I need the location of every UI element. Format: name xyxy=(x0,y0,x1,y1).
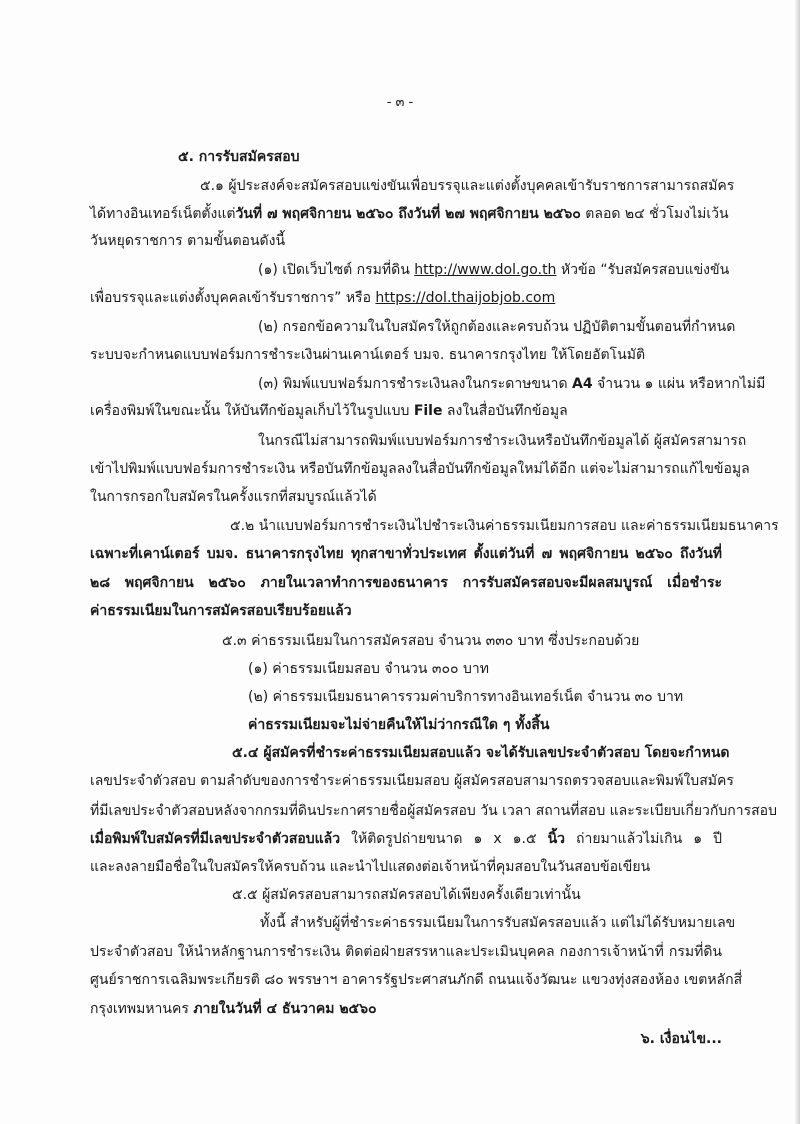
text-segment: ๖. เงื่อนไข... xyxy=(640,1031,722,1047)
url-link[interactable]: http://www.dol.go.th xyxy=(414,262,557,278)
text-line xyxy=(232,881,722,909)
text-line xyxy=(258,370,766,398)
text-line xyxy=(230,512,779,540)
text-line xyxy=(248,711,722,739)
section-heading xyxy=(178,143,722,171)
text-segment: - ๓ - xyxy=(386,95,414,110)
text-segment: จำนวน ๑ แผ่น หรือหากไม่มี xyxy=(592,376,766,392)
text-line xyxy=(90,341,722,369)
text-line xyxy=(258,256,730,284)
text-line xyxy=(222,627,722,655)
text-line xyxy=(90,569,722,597)
text-segment: กรุงเทพมหานคร xyxy=(90,1001,194,1017)
text-segment: (๒) ค่าธรรมเนียมธนาคารรวมค่าบริการทางอินเทอร์เน็ต จำนวน ๓๐ บาท xyxy=(248,689,684,705)
text-segment: เมื่อพิมพ์ใบสมัครที่มีเลขประจำตัวสอบแล้ว xyxy=(90,831,341,847)
text-segment: ๕. การรับสมัครสอบ xyxy=(178,149,300,165)
text-segment: ๕.๔ ผู้สมัครที่ชำระค่าธรรมเนียมสอบแล้ว จะได้รับเลขประจำตัวสอบ โดยจะกำหนด xyxy=(232,745,730,761)
text-segment: (๑) ค่าธรรมเนียมสอบ จำนวน ๓๐๐ บาท xyxy=(248,661,489,677)
text-segment: ๕.๒ นำแบบฟอร์มการชำระเงินไปชำระเงินค่าธรรมเนียมการสอบ และค่าธรรมเนียมธนาคาร xyxy=(230,518,779,534)
text-line xyxy=(90,995,722,1023)
text-segment: เลขประจำตัวสอบ ตามลำดับของการชำระค่าธรรมเนียมสอบ ผู้สมัครสอบสามารถตรวจสอบและพิมพ์ใบสมัคร xyxy=(90,773,734,789)
text-line xyxy=(90,397,722,425)
text-line xyxy=(258,427,747,455)
text-segment: ๕.๑ ผู้ประสงค์จะสมัครสอบแข่งขันเพื่อบรรจุและแต่งตั้งบุคคลเข้ารับราชการสามารถสมัคร xyxy=(200,178,735,194)
text-segment: A4 xyxy=(572,376,593,392)
text-segment: ตลอด ๒๔ ชั่วโมงไม่เว้น xyxy=(580,206,729,222)
text-line xyxy=(248,655,722,683)
text-segment: ถ่ายมาแล้วไม่เกิน ๑ ปี xyxy=(565,831,722,847)
text-segment: (๑) เปิดเว็บไซต์ กรมที่ดิน xyxy=(258,262,415,278)
text-segment: ในการกรอกใบสมัครในครั้งแรกที่สมบูรณ์แล้วได้ xyxy=(90,489,377,505)
text-segment: ที่มีเลขประจำตัวสอบหลังจากกรมที่ดินประกาศรายชื่อผู้สมัครสอบ วัน เวลา สถานที่สอบ และระเบียบเกี่ยวกับการสอบ xyxy=(90,803,777,819)
text-line xyxy=(90,227,722,255)
text-segment: File xyxy=(413,403,443,419)
text-segment: เพื่อบรรจุและแต่งตั้งบุคคลเข้ารับราชการ” หรือ xyxy=(90,290,376,306)
scan-edge-shadow xyxy=(794,0,800,1124)
text-line xyxy=(248,683,722,711)
text-segment: เฉพาะที่เคาน์เตอร์ บมจ. ธนาคารกรุงไทย ทุกสาขาทั่วประเทศ ตั้งแต่วันที่ ๗ พฤศจิกายน ๒๕๖๐ ถึงวันที่ xyxy=(90,546,722,562)
text-line xyxy=(90,455,750,483)
text-segment: (๒) กรอกข้อความในใบสมัครให้ถูกต้องและครบถ้วน ปฏิบัติตามขั้นตอนที่กำหนด xyxy=(258,319,736,335)
text-segment: ๕.๓ ค่าธรรมเนียมในการสมัครสอบ จำนวน ๓๓๐ บาท ซึ่งประกอบด้วย xyxy=(222,633,640,649)
text-line xyxy=(90,853,722,881)
text-line xyxy=(90,825,722,853)
text-segment: ค่าธรรมเนียมจะไม่จ่ายคืนให้ไม่ว่ากรณีใด ๆ ทั้งสิ้น xyxy=(248,717,550,733)
text-segment: วันหยุดราชการ ตามขั้นตอนดังนี้ xyxy=(90,233,286,249)
text-line xyxy=(90,540,722,568)
text-line xyxy=(258,313,736,341)
page-number xyxy=(0,89,800,117)
text-segment: ศูนย์ราชการเฉลิมพระเกียรติ ๘๐ พรรษาฯ อาคารรัฐประศาสนภักดี ถนนแจ้งวัฒนะ แขวงทุ่งสองห้อง เขตหลักสี่ xyxy=(90,972,743,988)
text-segment: เครื่องพิมพ์ในขณะนั้น ให้บันทึกข้อมูลเก็บไว้ในรูปแบบ xyxy=(90,403,414,419)
text-line xyxy=(90,597,722,625)
text-line xyxy=(260,909,736,937)
text-segment: ในกรณีไม่สามารถพิมพ์แบบฟอร์มการชำระเงินหรือบันทึกข้อมูลได้ ผู้สมัครสามารถ xyxy=(258,433,747,449)
text-segment: (๓) พิมพ์แบบฟอร์มการชำระเงินลงในกระดาษขนาด xyxy=(258,376,573,392)
continuation-note xyxy=(600,1025,722,1053)
text-segment: ระบบจะกำหนดแบบฟอร์มการชำระเงินผ่านเคาน์เตอร์ บมจ. ธนาคารกรุงไทย ให้โดยอัตโนมัติ xyxy=(90,347,646,363)
text-segment: ๒๘ พฤศจิกายน ๒๕๖๐ ภายในเวลาทำการของธนาคาร การรับสมัครสอบจะมีผลสมบูรณ์ เมื่อชำระ xyxy=(90,575,722,591)
text-segment: ให้ติดรูปถ่ายขนาด ๑ x ๑.๕ xyxy=(340,831,548,847)
text-segment: วันที่ ๗ พฤศจิกายน ๒๕๖๐ ถึงวันที่ ๒๗ พฤศจิกายน ๒๕๖๐ xyxy=(235,206,581,222)
text-segment: ทั้งนี้ สำหรับผู้ที่ชำระค่าธรรมเนียมในการรับสมัครสอบแล้ว แต่ไม่ได้รับหมายเลข xyxy=(260,915,736,931)
text-segment: ได้ทางอินเทอร์เน็ตตั้งแต่ xyxy=(90,206,236,222)
text-segment: นิ้ว xyxy=(547,831,565,847)
text-segment: และลงลายมือชื่อในใบสมัครให้ครบถ้วน และนำไปแสดงต่อเจ้าหน้าที่คุมสอบในวันสอบข้อเขียน xyxy=(90,859,651,875)
text-segment: ค่าธรรมเนียมในการสมัครสอบเรียบร้อยแล้ว xyxy=(90,603,352,619)
text-line xyxy=(90,284,722,312)
text-line xyxy=(90,797,777,825)
text-segment: หัวข้อ “รับสมัครสอบแข่งขัน xyxy=(556,262,730,278)
text-line xyxy=(90,767,734,795)
text-line xyxy=(90,483,722,511)
text-segment: ลงในสื่อบันทึกข้อมูล xyxy=(442,403,568,419)
text-segment: ประจำตัวสอบ ให้นำหลักฐานการชำระเงิน ติดต่อฝ่ายสรรหาและประเมินบุคคล กองการเจ้าหน้าที่ กรมที่ดิน xyxy=(90,944,722,960)
text-segment: ภายในวันที่ ๔ ธันวาคม ๒๕๖๐ xyxy=(193,1001,377,1017)
text-line xyxy=(90,200,729,228)
url-link[interactable]: https://dol.thaijobjob.com xyxy=(375,290,556,306)
text-line xyxy=(200,172,735,200)
text-segment: ๕.๕ ผู้สมัครสอบสามารถสมัครสอบได้เพียงครั้งเดียวเท่านั้น xyxy=(232,887,581,903)
text-line xyxy=(90,966,743,994)
text-line xyxy=(90,938,722,966)
text-line xyxy=(232,739,730,767)
text-segment: เข้าไปพิมพ์แบบฟอร์มการชำระเงิน หรือบันทึกข้อมูลลงในสื่อบันทึกข้อมูลใหม่ได้อีก แต่จะไม่สามารถแก้ไขข้อมูล xyxy=(90,461,750,477)
